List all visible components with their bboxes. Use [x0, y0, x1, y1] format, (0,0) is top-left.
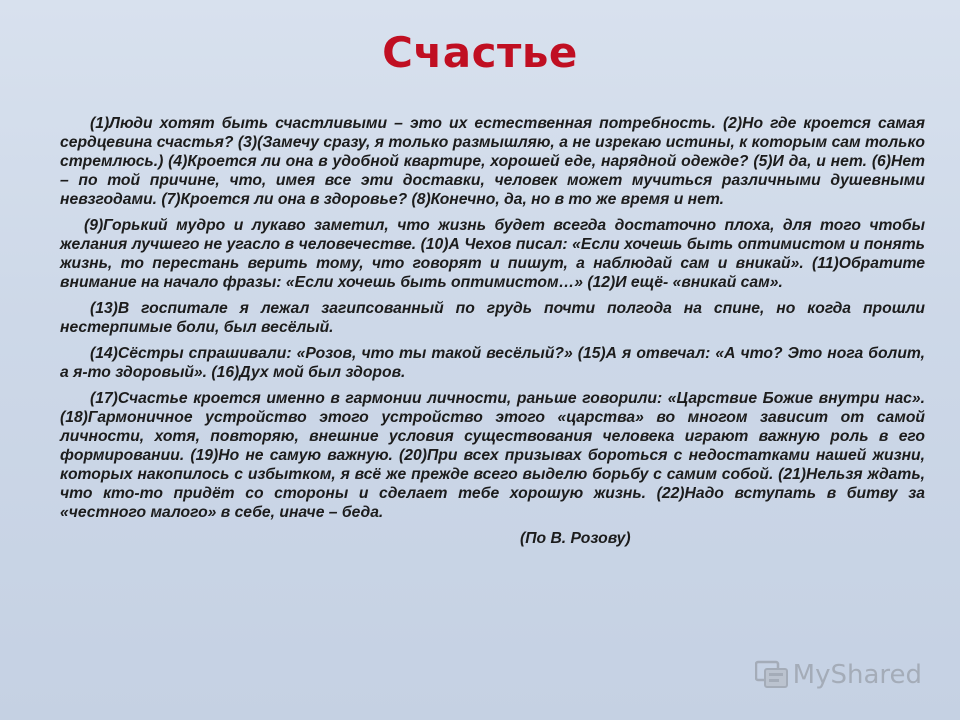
paragraph-1: (1)Люди хотят быть счастливыми – это их естественная потребность. (2)Но где кроется самая сердцевина счастья? (3)(Замечу сразу, я только размышляю, а не изрекаю истины, к которым сам только стремлюсь.) (4)Кроется ли она в удобной квартире, хорошей еде, нарядной одежде? (5)И да, и нет. (6)Нет – по той причине, что, имея все эти доставки, человек может мучиться различными душевными невзгодами. (7)Кроется ли она в здоровье? (8)Конечно, да, но в то же время и нет.: [60, 115, 925, 208]
author-attribution: (По В. Розову): [520, 530, 631, 547]
paragraph-2: (9)Горький мудро и лукаво заметил, что жизнь будет всегда достаточно плоха, для того чтобы желания лучшего не угасло в человечестве. (10)А Чехов писал: «Если хочешь быть оптимистом и понять жизнь, то перестань верить тому, что говорят и пишут, а наблюдай сам и вникай». (11)Обратите внимание на начало фразы: «Если хочешь быть оптимистом…» (12)И ещё- «вникай сам».: [60, 217, 925, 291]
watermark-text: MyShared: [792, 660, 922, 690]
slide-title: Счастье: [382, 28, 578, 77]
paragraph-4: (14)Сёстры спрашивали: «Розов, что ты такой весёлый?» (15)А я отвечал: «А что? Это нога болит, а я-то здоровый». (16)Дух мой был здоров.: [60, 345, 925, 381]
watermark: [755, 660, 922, 690]
paragraph-3: (13)В госпитале я лежал загипсованный по грудь почти полгода на спине, но когда прошли нестерпимые боли, был весёлый.: [60, 300, 925, 336]
paragraph-5: (17)Счастье кроется именно в гармонии личности, раньше говорили: «Царствие Божие внутри нас». (18)Гармоничное устройство этого устройство этого «царства» во многом зависит от самой личности, хотя, повторяю, внешние условия существования человека играют важную роль в его формировании. (19)Но не самую важную. (20)При всех призывах бороться с недостатками нашей жизни, которых накопилось с избытком, я всё же прежде всего выделю борьбу с самим собой. (21)Нельзя ждать, что кто-то придёт со стороны и сделает тебе хорошую жизнь. (22)Надо вступать в битву за «честного малого» в себе, иначе – беда.: [60, 390, 925, 521]
myshared-logo-icon: [755, 660, 789, 690]
slide-body: [60, 114, 925, 555]
